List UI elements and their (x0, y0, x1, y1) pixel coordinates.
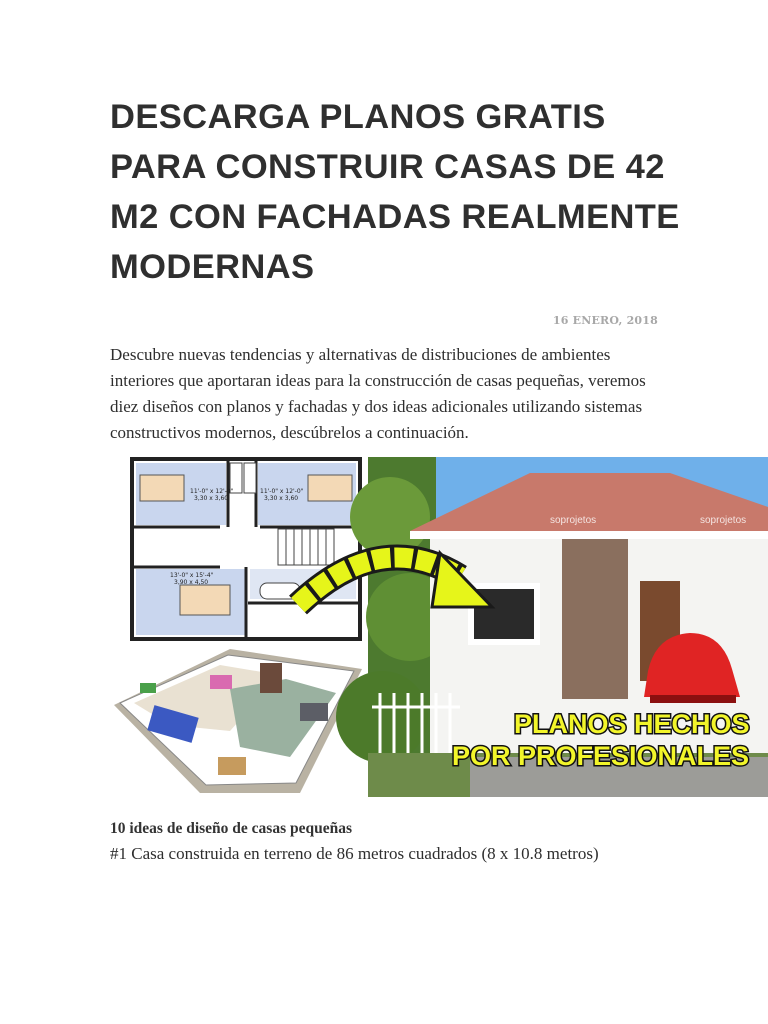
intro-paragraph: Descubre nuevas tendencias y alternativas de distribuciones de ambientes interiores que aportaran ideas para la construcción de casas pequeñas, veremos diez diseños con planos y fachadas y dos ideas adicionales utilizando sistemas constructivos modernos, descúbrelos a continuación. (110, 345, 646, 442)
banner-line-2: POR PROFESIONALES (452, 741, 750, 771)
banner-line-1: PLANOS HECHOS (514, 709, 750, 739)
hero-image (110, 457, 768, 797)
dim-label-room2: 11'-0" x 12'-0" (260, 488, 304, 495)
watermark: soprojetos (550, 515, 597, 526)
dim-label-room3-metric: 3,90 x 4,50 (174, 579, 209, 586)
dim-label-room2-metric: 3,30 x 3,60 (264, 495, 299, 502)
floor-plan-2d (132, 459, 360, 639)
dim-label-room1: 11'-0" x 12'-0" (190, 488, 234, 495)
publish-date: 16 ENERO, 2018 (552, 314, 658, 327)
dim-label-room3: 13'-0" x 15'-4" (170, 572, 214, 579)
section-heading: 10 ideas de diseño de casas pequeñas (110, 820, 353, 837)
page-title: DESCARGA PLANOS GRATIS PARA CONSTRUIR CASAS DE 42 M2 CON FACHADAS REALMENTE MODERNAS (110, 98, 680, 286)
dim-label-room1-metric: 3,30 x 3,60 (194, 495, 229, 502)
list-item: #1 Casa construida en terreno de 86 metros cuadrados (8 x 10.8 metros) (110, 844, 599, 863)
watermark-2: soprojetos (700, 515, 747, 526)
